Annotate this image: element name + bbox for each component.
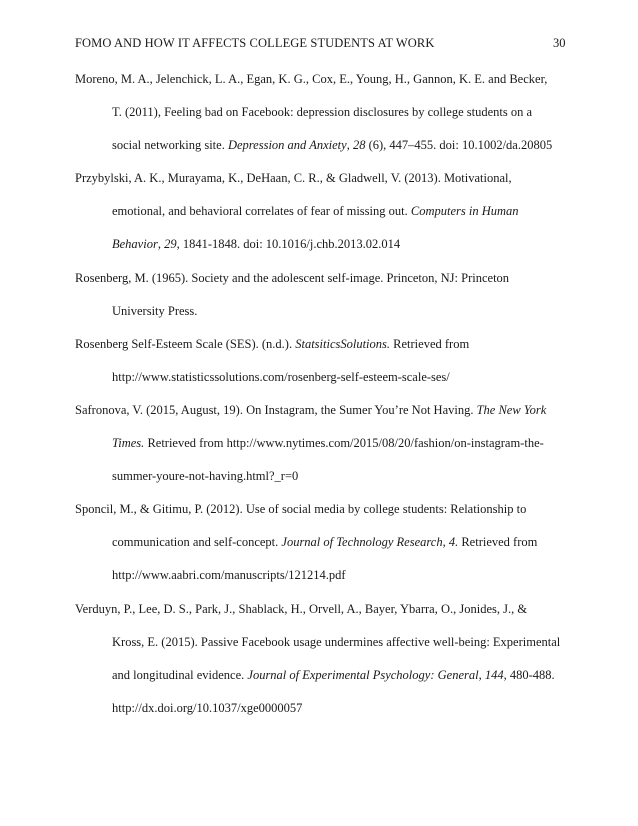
reference-list [75,63,565,725]
reference-italic-text: Computers in Human [410,204,519,219]
reference-text: Verduyn, P., Lee, D. S., Park, J., Shablack, H., Orvell, A., Bayer, Ybarra, O., Jonides, J., & [75,601,528,616]
reference-text: http://www.statisticssolutions.com/rosenberg-self-esteem-scale-ses/ [112,369,450,384]
reference-line [75,593,565,626]
reference-line [75,526,565,559]
reference-entry [75,328,565,394]
reference-line [75,692,565,725]
reference-text: Kross, E. (2015). Passive Facebook usage undermines affective well-being: Experimental [112,634,561,649]
reference-line [75,162,565,195]
reference-line [75,394,565,427]
reference-italic-text: 28 [352,138,366,153]
reference-line [75,262,565,295]
reference-line [75,96,565,129]
reference-line [75,195,565,228]
reference-text: University Press. [112,303,198,318]
reference-italic-text: Journal of Experimental Psychology: General [247,667,479,682]
reference-text: http://www.aabri.com/manuscripts/121214.pdf [112,568,346,583]
reference-line [75,63,565,96]
reference-line [75,659,565,692]
page-number: 30 [553,36,566,50]
reference-text: Retrieved from [390,336,470,351]
reference-line [75,328,565,361]
reference-text: T. (2011), Feeling bad on Facebook: depression disclosures by college students on a [112,105,533,120]
reference-line [75,295,565,328]
reference-text: , [157,237,165,252]
reference-entry [75,162,565,261]
reference-italic-text: 144 [484,667,504,682]
reference-italic-text: The New York [476,402,547,417]
reference-italic-text: Times. [112,436,145,451]
reference-text: summer-youre-not-having.html?_r=0 [112,469,299,484]
reference-italic-text: 29 [164,237,177,252]
reference-italic-text: 4. [448,535,459,550]
reference-text: social networking site. [112,138,228,153]
reference-text: emotional, and behavioral correlates of fear of missing out. [112,204,411,219]
reference-italic-text: Behavior [112,237,158,252]
reference-entry [75,262,565,328]
reference-text: communication and self-concept. [112,535,282,550]
reference-text: Przybylski, A. K., Murayama, K., DeHaan, C. R., & Gladwell, V. (2013). Motivational, [75,171,512,186]
reference-text: and longitudinal evidence. [112,667,248,682]
reference-text: Sponcil, M., & Gitimu, P. (2012). Use of social media by college students: Relationship to [75,502,527,517]
reference-text: http://dx.doi.org/10.1037/xge0000057 [112,700,303,715]
reference-text: Rosenberg Self-Esteem Scale (SES). (n.d.). [75,336,296,351]
reference-text: , [442,535,449,550]
reference-italic-text: StatsiticsSolutions. [295,336,391,351]
reference-text: Retrieved from http://www.nytimes.com/2015/08/20/fashion/on-instagram-the- [144,436,544,451]
reference-text: , 1841-1848. doi: 10.1016/j.chb.2013.02.014 [176,237,401,252]
running-head: FOMO AND HOW IT AFFECTS COLLEGE STUDENTS AT WORK [75,36,435,50]
reference-text: , [346,138,353,153]
reference-entry [75,63,565,162]
reference-entry [75,493,565,592]
reference-text: (6), 447–455. doi: 10.1002/da.20805 [365,138,553,153]
reference-text: Moreno, M. A., Jelenchick, L. A., Egan, K. G., Cox, E., Young, H., Gannon, K. E. and Becker, [75,72,548,86]
reference-entry [75,593,565,725]
reference-line [75,626,565,659]
reference-italic-text: Journal of Technology Research [281,535,443,550]
reference-line [75,361,565,394]
reference-line [75,228,565,261]
reference-line [75,427,565,460]
reference-text: , 480-488. [503,667,555,682]
reference-text: Safronova, V. (2015, August, 19). On Instagram, the Sumer You’re Not Having. [75,402,477,417]
reference-entry [75,394,565,493]
reference-line [75,559,565,592]
reference-text: Rosenberg, M. (1965). Society and the adolescent self-image. Princeton, NJ: Princeton [75,270,510,285]
reference-text: , [478,667,485,682]
reference-line [75,493,565,526]
reference-line [75,460,565,493]
reference-italic-text: Depression and Anxiety [227,138,347,153]
reference-line [75,129,565,162]
reference-text: Retrieved from [458,535,538,550]
